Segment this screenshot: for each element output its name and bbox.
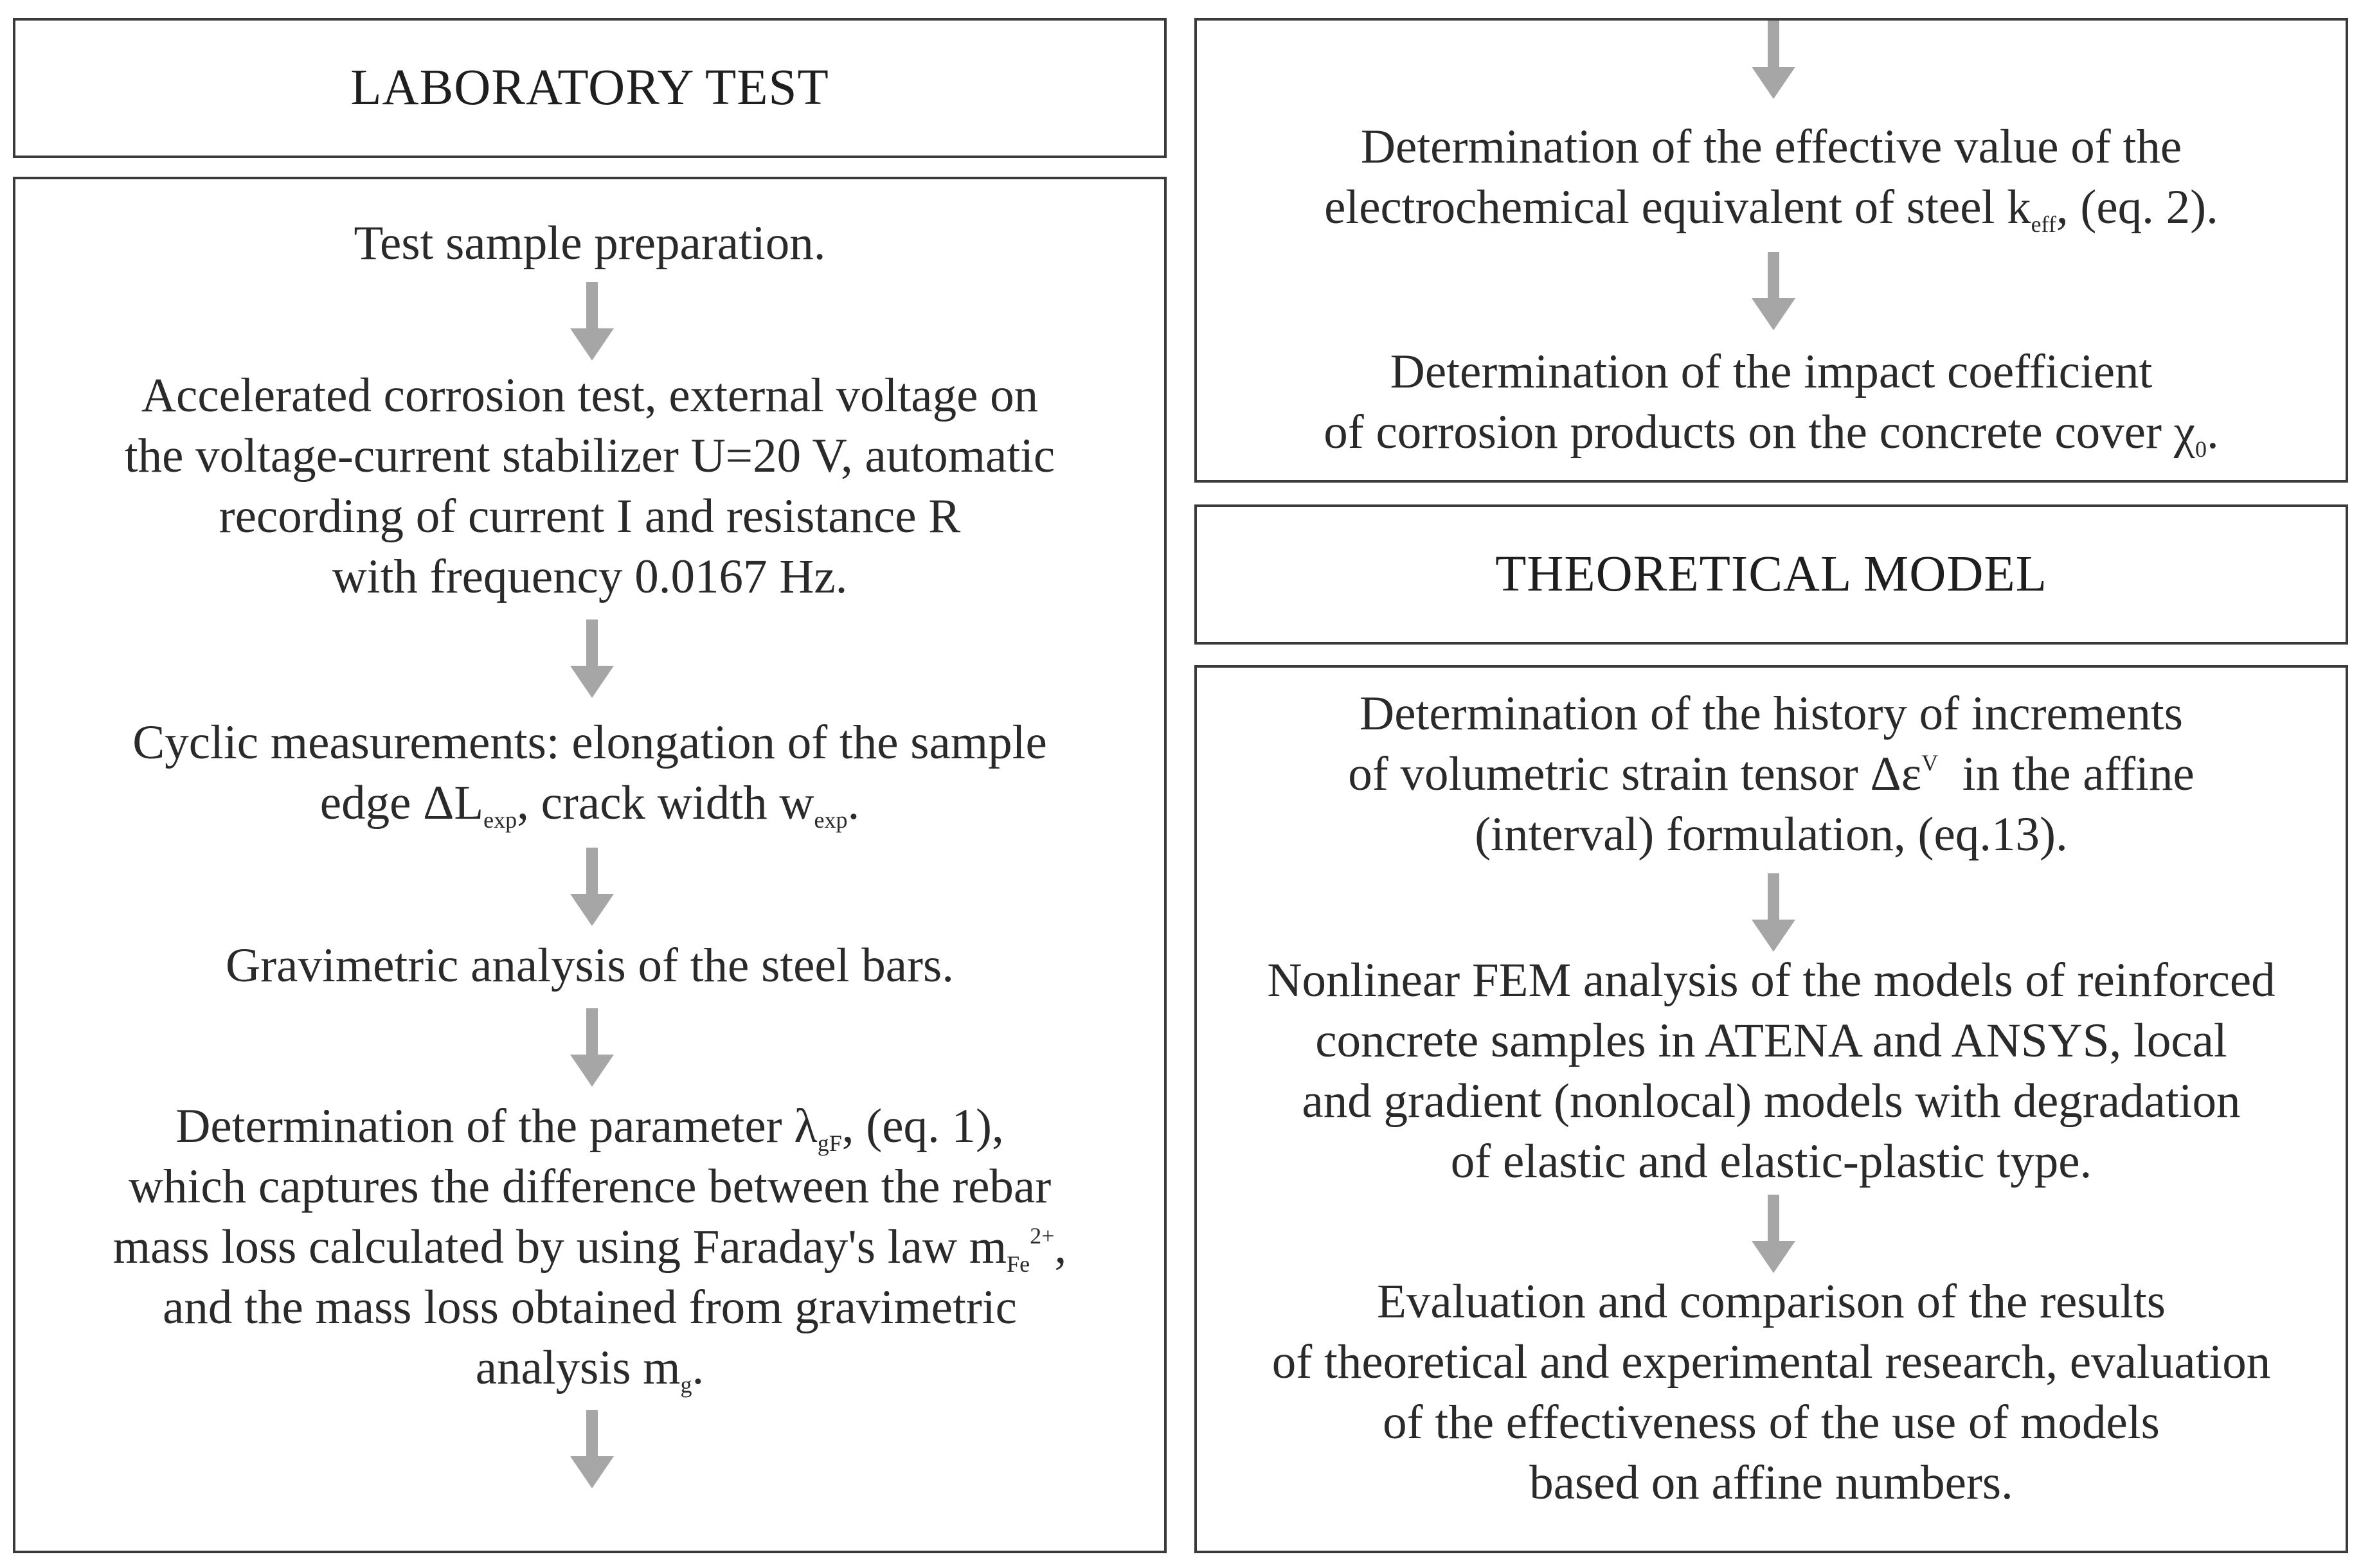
arrow-down-icon bbox=[569, 1410, 615, 1490]
step-text-line: mass loss calculated by using Faraday's law $m_{Fe}^{2+}$, bbox=[112, 1220, 1067, 1277]
step-text-line: of elastic and elastic-plastic type. bbox=[1450, 1135, 2092, 1188]
laboratory-test-title: LABORATORY TEST bbox=[350, 60, 829, 116]
step-text-line: Test sample preparation. bbox=[354, 217, 826, 270]
step-text-line: the voltage-current stabilizer U=20 V, automatic bbox=[124, 429, 1055, 483]
step-text-line: based on affine numbers. bbox=[1529, 1456, 2013, 1510]
arrow-down-icon bbox=[1750, 873, 1797, 953]
step-cyclic-measurements bbox=[15, 713, 1164, 833]
arrow-down-icon bbox=[569, 619, 615, 699]
step-text-line: of corrosion products on the concrete cover $\chi_0$. bbox=[1324, 405, 2219, 462]
step-evaluation-comparison bbox=[1197, 1272, 2346, 1513]
step-test-sample-preparation bbox=[15, 213, 1164, 274]
step-volumetric-strain-history bbox=[1197, 684, 2346, 865]
step-text-line: Determination of the history of increments bbox=[1360, 687, 2183, 740]
step-text-line: Cyclic measurements: elongation of the sample bbox=[132, 716, 1047, 769]
arrow-down-icon bbox=[1750, 21, 1797, 100]
theoretical-model-steps-box bbox=[1194, 665, 2348, 1553]
step-text-line: (interval) formulation, (eq.13). bbox=[1475, 808, 2068, 861]
step-text-line: concrete samples in ATENA and ANSYS, local bbox=[1315, 1014, 2227, 1067]
laboratory-test-steps-box bbox=[13, 177, 1167, 1553]
step-text-line: electrochemical equivalent of steel $k_{eff}$, (eq. 2). bbox=[1324, 181, 2218, 237]
step-effective-electrochemical-equivalent bbox=[1197, 117, 2346, 238]
step-text-line: analysis $m_g$. bbox=[475, 1341, 705, 1398]
arrow-down-icon bbox=[569, 848, 615, 927]
step-text-line: recording of current I and resistance R bbox=[219, 490, 961, 543]
arrow-down-icon bbox=[569, 282, 615, 362]
step-text-line: of the effectiveness of the use of models bbox=[1383, 1396, 2160, 1449]
step-text-line: Evaluation and comparison of the results bbox=[1377, 1275, 2166, 1328]
continuation-steps-box bbox=[1194, 18, 2348, 483]
step-text-line: Determination of the impact coefficient bbox=[1390, 345, 2153, 398]
step-nonlinear-fem-analysis bbox=[1197, 950, 2346, 1192]
step-determination-parameter bbox=[15, 1096, 1164, 1398]
step-gravimetric-analysis bbox=[15, 936, 1164, 996]
step-text-line: which captures the difference between the rebar bbox=[128, 1160, 1052, 1213]
step-accelerated-corrosion-test bbox=[15, 366, 1164, 607]
arrow-down-icon bbox=[1750, 252, 1797, 332]
step-text-line: and gradient (nonlocal) models with degradation bbox=[1302, 1074, 2241, 1128]
step-text-line: Gravimetric analysis of the steel bars. bbox=[226, 939, 954, 992]
theoretical-model-header-box bbox=[1194, 504, 2348, 645]
step-text-line: of theoretical and experimental research, evaluation bbox=[1271, 1335, 2271, 1389]
step-impact-coefficient bbox=[1197, 342, 2346, 463]
step-text-line: Accelerated corrosion test, external voltage on bbox=[141, 369, 1039, 422]
arrow-down-icon bbox=[1750, 1195, 1797, 1274]
laboratory-test-header-box bbox=[13, 18, 1167, 158]
theoretical-model-title: THEORETICAL MODEL bbox=[1495, 546, 2047, 602]
step-text-line: of volumetric strain tensor $\Delta\varepsilon^V$ in the affine bbox=[1348, 747, 2195, 801]
step-text-line: edge $\Delta L_{exp}$, crack width $w_{exp}$. bbox=[319, 776, 860, 833]
step-text-line: with frequency 0.0167 Hz. bbox=[332, 550, 848, 603]
step-text-line: Nonlinear FEM analysis of the models of reinforced bbox=[1267, 954, 2276, 1007]
step-text-line: and the mass loss obtained from gravimetric bbox=[163, 1281, 1017, 1334]
step-text-line: Determination of the parameter $\lambda_{gF}$, (eq. 1), bbox=[175, 1100, 1004, 1156]
step-text-line: Determination of the effective value of the bbox=[1360, 120, 2182, 174]
arrow-down-icon bbox=[569, 1008, 615, 1088]
